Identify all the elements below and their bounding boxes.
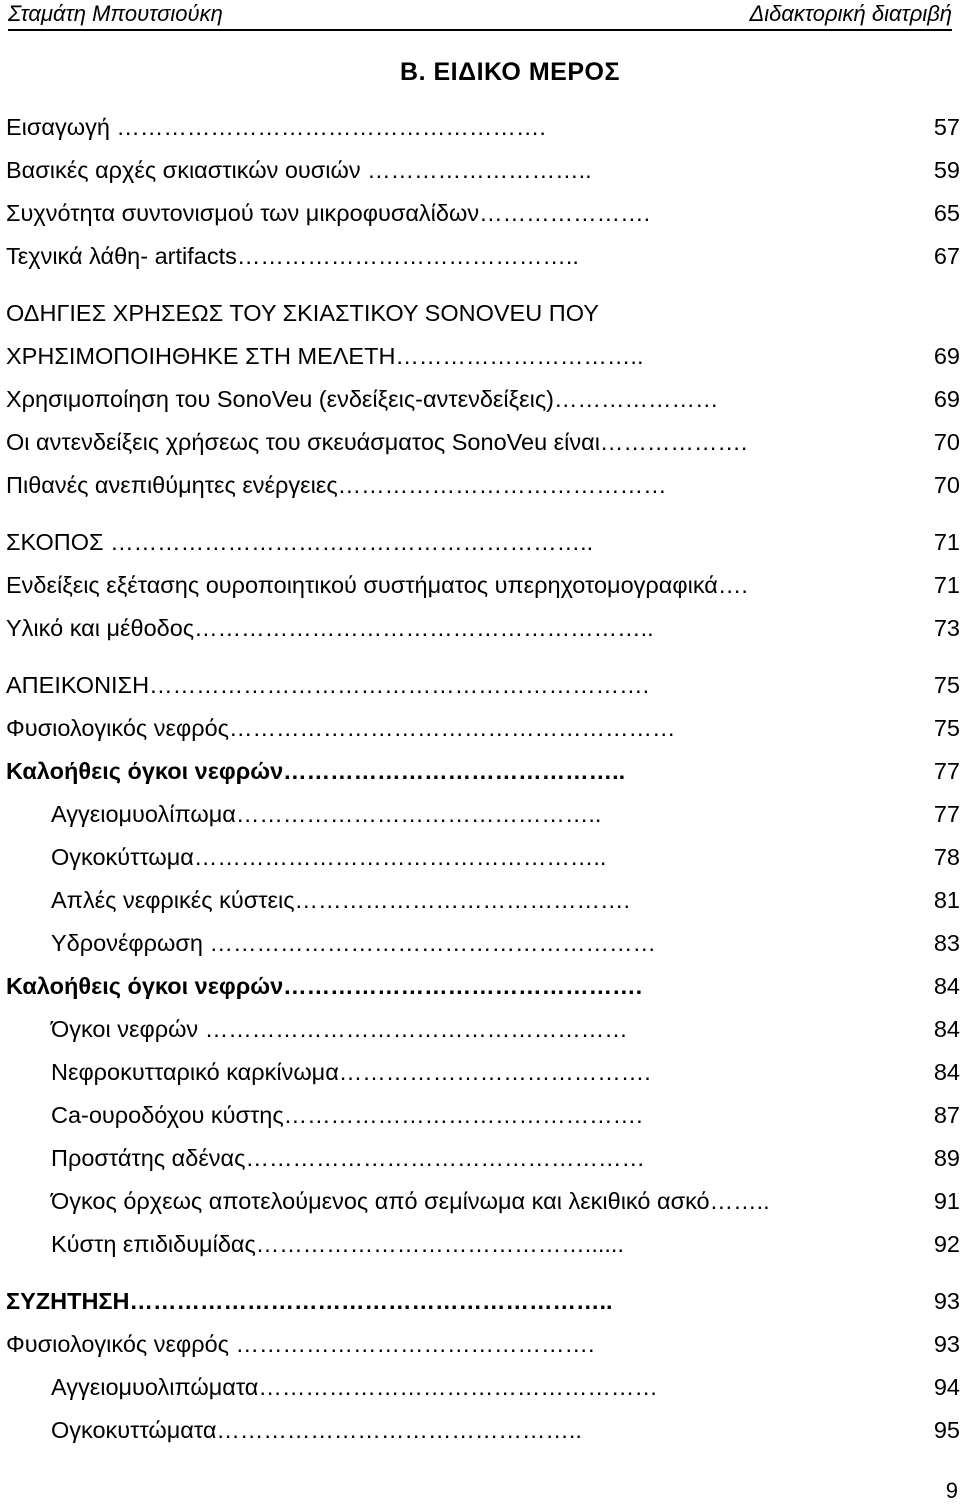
toc-entry [6,106,960,149]
toc-entry-title: ΑΠΕΙΚΟΝΙΣΗ………………………………………………………. [6,672,650,698]
header-author: Σταμάτη Μπουτσιούκη [8,1,223,26]
toc-entry-title: Νεφροκυτταρικό καρκίνωμα…………………………………. [51,1059,651,1085]
toc-entry-title: Προστάτης αδένας…………………………………………… [51,1145,645,1171]
toc-entry [6,192,960,235]
toc-section-gap [6,650,960,664]
toc-entry-title: Υλικό και μέθοδος………………………………………………….. [6,615,654,641]
toc-entry [6,378,960,421]
toc-entry [6,707,960,750]
toc-entry-page: 70 [933,429,960,455]
toc-entry-title: Βασικές αρχές σκιαστικών ουσιών ……………………….. [6,157,592,183]
toc-entry-page: 84 [933,973,960,999]
toc-entry [6,1280,960,1323]
toc-entry-page: 91 [933,1188,960,1214]
toc-entry-title: Απλές νεφρικές κύστεις……………………………………. [51,887,631,913]
toc-entry-page: 69 [933,386,960,412]
toc-entry-title: ΣΥΖΗΤΗΣΗ…………………………………………………….. [6,1288,613,1314]
toc-entry [6,664,960,707]
toc-entry-page: 94 [933,1374,960,1400]
toc-entry-title: ΟΔΗΓΙΕΣ ΧΡΗΣΕΩΣ ΤΟΥ ΣΚΙΑΣΤΙΚΟΥ SONOVEU ΠΟΥ [6,300,599,326]
toc-entry [6,965,960,1008]
toc-entry-title: Όγκοι νεφρών ……………………………………………… [51,1016,628,1042]
toc-entry [6,607,960,650]
toc-entry [6,1323,960,1366]
toc-entry [6,1366,960,1409]
toc-entry-title: Καλοήθεις όγκοι νεφρών………………………………………. [6,973,643,999]
toc-entry-page: 73 [933,615,960,641]
toc-entry-page: 83 [933,930,960,956]
header-divider [8,29,952,31]
toc-entry-page: 75 [933,672,960,698]
toc-entry-page: 70 [933,472,960,498]
toc-entry [6,292,960,335]
toc-section-gap [6,278,960,292]
toc-entry [6,149,960,192]
toc-entry-title: Φυσιολογικός νεφρός………………………………………………… [6,715,676,741]
toc-entry-page: 67 [933,243,960,269]
toc-entry-page: 69 [933,343,960,369]
toc-entry-page: 75 [933,715,960,741]
toc-entry-page: 78 [933,844,960,870]
toc-entry [6,235,960,278]
toc-entry [6,464,960,507]
toc-entry-page: 71 [933,572,960,598]
toc-entry-page: 84 [933,1016,960,1042]
toc-entry [6,1180,960,1223]
toc-entry-page: 77 [933,758,960,784]
toc-entry [6,521,960,564]
toc-entry-title: Φυσιολογικός νεφρός ………………………………………. [6,1331,595,1357]
toc-entry-title: Αγγειομυολιπώματα…………………………………………… [51,1374,658,1400]
toc-entry [6,564,960,607]
toc-entry [6,836,960,879]
toc-entry-page: 95 [933,1417,960,1443]
toc-entry [6,421,960,464]
toc-entry [6,1051,960,1094]
toc-entry-title: Ογκοκύττωμα…………………………………………….. [51,844,607,870]
toc-entry [6,922,960,965]
page-number: 9 [945,1478,958,1503]
toc-entry-page: 92 [933,1231,960,1257]
toc-entry-title: Συχνότητα συντονισμού των μικροφυσαλίδων…………………. [6,200,651,226]
toc-entry-page: 77 [933,801,960,827]
toc-entry-page: 87 [933,1102,960,1128]
toc-entry-page: 71 [933,529,960,555]
toc-entry-title: ΧΡΗΣΙΜΟΠΟΙΗΘΗΚΕ ΣΤΗ ΜΕΛΕΤΗ………………………….. [6,343,644,369]
toc-entry [6,1008,960,1051]
toc-entry [6,793,960,836]
toc-entry [6,1223,960,1266]
page-header [8,0,952,28]
toc-entry-page: 84 [933,1059,960,1085]
toc-entry-page: 89 [933,1145,960,1171]
toc-section-gap [6,1266,960,1280]
toc-entry-title: Ca-ουροδόχου κύστης………………………………………. [51,1102,643,1128]
toc-entry-title: Υδρονέφρωση ………………………………………………… [51,930,656,956]
toc-entry-title: Οι αντενδείξεις χρήσεως του σκευάσματος SonoVeu είναι………………. [6,429,748,455]
toc-entry-page: 57 [933,114,960,140]
toc-entry-title: Ενδείξεις εξέτασης ουροποιητικού συστήματος υπερηχοτομογραφικά…. [6,572,748,598]
toc-entry-title: Χρησιμοποίηση του SonoVeu (ενδείξεις-αντενδείξεις)………………… [6,386,719,412]
toc-entry-title: Κύστη επιδιδυμίδας……………………………………...... [51,1231,624,1257]
toc-entry [6,1409,960,1452]
toc-entry [6,1137,960,1180]
toc-section-gap [6,507,960,521]
toc-entry [6,879,960,922]
toc-entry-page: 93 [933,1288,960,1314]
toc-entry-title: Τεχνικά λάθη- artifacts…………………………………….. [6,243,579,269]
header-document-type: Διδακτορική διατριβή [749,1,952,26]
toc-entry [6,1094,960,1137]
toc-entry-title: Καλοήθεις όγκοι νεφρών…………………………………….. [6,758,626,784]
toc-entry-page: 93 [933,1331,960,1357]
toc-entry-title: Εισαγωγή ………………………………………………. [6,114,546,140]
toc-entry-title: Αγγειομυολίπωμα……………………………………….. [51,801,602,827]
toc-entry-page: 65 [933,200,960,226]
toc-entry-title: Ογκοκυττώματα……………………………………….. [51,1417,582,1443]
table-of-contents [6,106,960,1452]
toc-entry-title: Όγκος όρχεως αποτελούμενος από σεμίνωμα και λεκιθικό ασκό…….. [51,1188,770,1214]
section-title: Β. ΕΙΔΙΚΟ ΜΕΡΟΣ [400,58,620,86]
toc-entry [6,335,960,378]
toc-entry-title: Πιθανές ανεπιθύμητες ενέργειες…………………………………… [6,472,667,498]
toc-entry [6,750,960,793]
toc-entry-title: ΣΚΟΠΟΣ …………………………………………………….. [6,529,594,555]
toc-entry-page: 81 [933,887,960,913]
toc-entry-page: 59 [933,157,960,183]
